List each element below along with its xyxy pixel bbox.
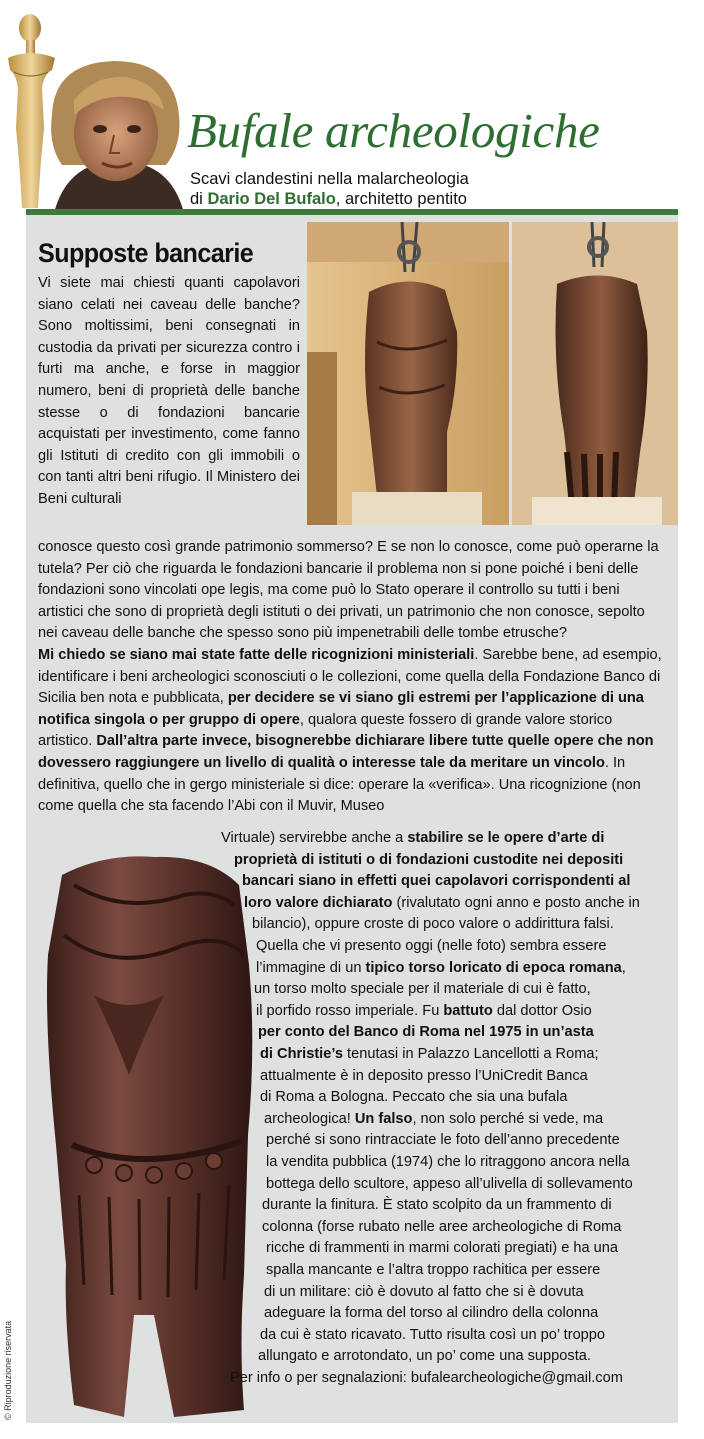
wrapped-line-text: la vendita pubblica (1974) che lo ritraggono ancora nella <box>266 1154 630 1170</box>
workshop-photo-left <box>307 222 509 525</box>
wrapped-line-text: ricche di frammenti in marmi colorati pregiati) e ha una <box>266 1240 619 1257</box>
wrapped-line <box>260 1087 567 1109</box>
wrapped-line-text: spalla mancante e l’altra troppo rachitica per essere <box>266 1262 601 1278</box>
wrapped-line <box>254 979 591 1001</box>
wrapped-line <box>260 1044 599 1066</box>
wrapped-line <box>221 828 604 850</box>
workshop-photo-right <box>512 222 678 525</box>
wrapped-line <box>230 1368 623 1390</box>
wrapped-line <box>242 871 630 893</box>
wrapped-line <box>260 1325 605 1347</box>
column-subtitle <box>190 169 469 209</box>
p2-text-2: , qualora queste fossero di grande valore storico artistico. <box>38 711 613 750</box>
wrapped-line-text: dal dottor Osio <box>492 1002 592 1019</box>
wrapped-line <box>266 1260 600 1282</box>
wrapped-line <box>234 850 623 872</box>
wrapped-line <box>266 1130 620 1152</box>
subtitle-prefix: di <box>190 190 208 208</box>
wrapped-line-text: bottega dello scultore, appeso all’ulivella di sollevamento <box>266 1175 633 1192</box>
author-portrait-image <box>34 55 189 213</box>
p2-text-3: . In definitiva, quello che in gergo ministeriale si dice: operare la «verifica». Una ricognizione (non come quella che sta facendo l’Abi con il Muvir, Museo <box>38 754 641 815</box>
wrapped-line <box>252 914 614 936</box>
wrapped-line <box>266 1238 618 1260</box>
p2-bold-2: per decidere se vi siano gli estremi per l’applicazione di una notifica singola o per gruppo di opere <box>38 690 644 728</box>
wrapped-line-text: perché si sono rintracciate le foto dell’anno precedente <box>266 1132 620 1149</box>
wrapped-line-text: , <box>621 959 626 976</box>
wrapped-line-bold: loro valore dichiarato <box>244 894 393 911</box>
article-panel <box>26 215 678 1423</box>
article-intro-column <box>38 237 300 511</box>
wrapped-line <box>266 1152 629 1174</box>
wrapped-line-text: allungato e arrotondato, un po’ come una supposta. <box>258 1348 591 1365</box>
wrapped-line <box>256 958 626 980</box>
p2-bold-1: Mi chiedo se siano mai state fatte delle ricognizioni ministeriali <box>38 646 475 663</box>
porphyry-torso-photo <box>34 845 256 1420</box>
author-name: Dario Del Bufalo <box>207 190 336 208</box>
intro-paragraph: Vi siete mai chiesti quanti capolavori siano celati nei caveau delle banche? Sono moltissimi, beni consegnati in custodia da privati per sicurezza contro i furti ma anche, e forse in maggior numero, beni di proprietà delle banche stesse o di fondazioni bancarie acquistati per investimento, come fanno gli Istituti di credito con gli immobili o con tanti altri beni rifugio. Il Ministero dei Beni culturali <box>38 275 300 507</box>
wrapped-line-bold: battuto <box>443 1002 493 1019</box>
wrapped-line-text: colonna (forse rubato nelle aree archeologiche di Roma <box>262 1218 622 1235</box>
wrapped-line <box>256 936 606 958</box>
p2-bold-3: Dall’altra parte invece, bisognerebbe dichiarare libere tutte quelle opere che non dovessero raggiungere un livello di qualità o interesse tale da meritare un vincolo <box>38 733 654 771</box>
wrapped-line-bold: stabilire se le opere d’arte di <box>407 830 605 846</box>
column-header <box>0 0 704 215</box>
wrapped-line <box>262 1217 621 1239</box>
wrapped-line-text: bilancio), oppure croste di poco valore o addirittura falsi. <box>252 916 614 933</box>
wrapped-line <box>264 1303 598 1325</box>
wrapped-line <box>256 1001 592 1023</box>
wrapped-line-bold: Un falso <box>354 1110 413 1127</box>
paragraph-1-continued: conosce questo così grande patrimonio sommerso? E se non lo conosce, come può operarne la tutela? Per ciò che riguarda le fondazioni bancarie il problema non si pone poiché i beni delle fondazioni sono vincolati ope legis, ma come può lo Stato operare il controllo su tutti i beni artistici che sono di proprietà degli istituti o dei privati, un patrimonio che non conosce, sepolto nei caveau delle banche che spesso sono più impenetrabili delle tombe etrusche? <box>38 539 659 642</box>
wrapped-line-text: l’immagine di un <box>256 959 366 976</box>
wrapped-line <box>260 1066 588 1088</box>
wrapped-line-text: Per info o per segnalazioni: bufalearcheologiche@gmail.com <box>230 1370 623 1386</box>
wrapped-line-text: archeologica! <box>264 1110 355 1127</box>
p2-text-1: . Sarebbe bene, ad esempio, identificare i beni archeologici sconosciuti o le collezioni, come quella della Fondazione Banco di Sicilia ben nota e pubblicata, <box>38 646 662 707</box>
wrapped-line <box>266 1174 633 1196</box>
wrapped-line <box>258 1022 594 1044</box>
wrapped-line-bold: di Christie’s <box>260 1046 343 1062</box>
wrapped-line-text: Virtuale) servirebbe anche a <box>221 830 408 846</box>
wrapped-line-text: (rivalutato ogni anno e posto anche in <box>392 894 640 911</box>
wrapped-line-text: di un militare: ciò è dovuto al fatto che si è dovuta <box>264 1283 584 1300</box>
wrapped-line-bold: proprietà di istituti o di fondazioni custodite nei depositi <box>234 851 624 868</box>
wrapped-line-bold: per conto del Banco di Roma nel 1975 in un’asta <box>258 1024 594 1041</box>
column-title: Bufale archeologiche <box>187 103 600 158</box>
wrapped-line-text: attualmente è in deposito presso l’UniCredit Banca <box>260 1067 588 1084</box>
wrapped-line-text: Quella che vi presento oggi (nelle foto) sembra essere <box>256 938 607 954</box>
copyright-notice: © Riproduzione riservata <box>3 1320 13 1420</box>
wrapped-line-text: adeguare la forma del torso al cilindro della colonna <box>264 1305 599 1322</box>
wrapped-line-text: , non solo perché si vede, ma <box>412 1110 604 1127</box>
wrapped-line-bold: tipico torso loricato di epoca romana <box>365 959 622 976</box>
wrapped-line-text: da cui è stato ricavato. Tutto risulta così un po’ troppo <box>260 1326 606 1343</box>
wrapped-line-text: di Roma a Bologna. Peccato che sia una bufala <box>260 1089 568 1106</box>
article-full-width-section <box>38 537 666 818</box>
article-headline: Supposte bancarie <box>38 238 254 268</box>
wrapped-line-text: durante la finitura. È stato scolpito da un frammento di <box>262 1197 612 1214</box>
subtitle-line-1: Scavi clandestini nella malarcheologia <box>190 170 469 188</box>
wrapped-line <box>244 893 640 915</box>
wrapped-line <box>262 1195 612 1217</box>
wrapped-line-text: il porfido rosso imperiale. Fu <box>256 1002 444 1019</box>
wrapped-line <box>264 1282 584 1304</box>
paragraph-2 <box>38 645 666 818</box>
subtitle-suffix: , architetto pentito <box>335 190 467 208</box>
wrapped-line <box>258 1346 591 1368</box>
wrapped-line-text: un torso molto speciale per il materiale di cui è fatto, <box>254 981 591 998</box>
wrapped-line-bold: bancari siano in effetti quei capolavori corrispondenti al <box>242 873 631 890</box>
wrapped-line-text: tenutasi in Palazzo Lancellotti a Roma; <box>343 1046 599 1062</box>
wrapped-line <box>264 1109 603 1131</box>
